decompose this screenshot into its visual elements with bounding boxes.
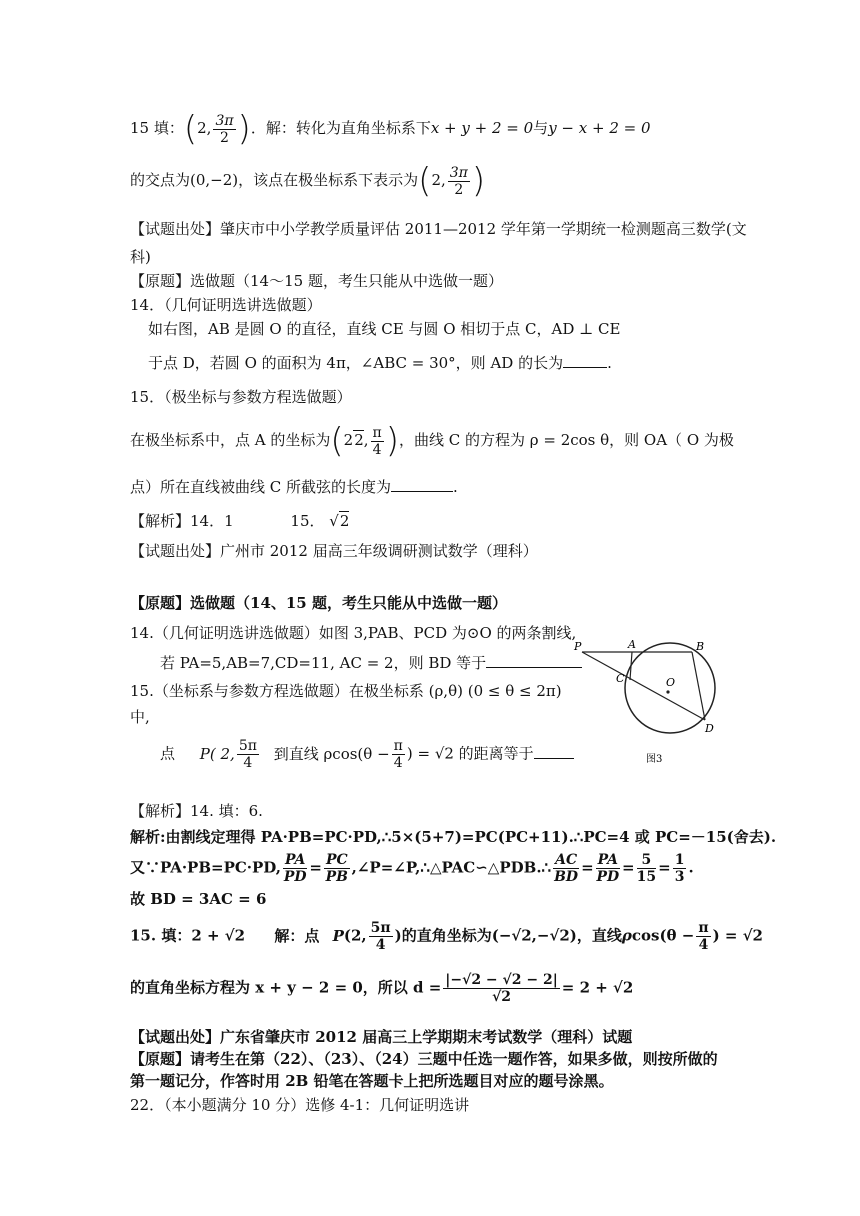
question-text: 14.（几何证明选讲选做题）如图 3,PAB、PCD 为⊙O 的两条割线, xyxy=(130,624,577,642)
original-question-heading: 【原题】选做题（14、15 题，考生只能从中选做一题） xyxy=(130,594,507,612)
text: 的直角坐标方程为 x + y − 2 = 0，所以 d = xyxy=(130,978,442,997)
text: 【解析】14．1 xyxy=(130,512,234,530)
question-text: 15.（坐标系与参数方程选做题）在极坐标系 (ρ,θ) (0 ≤ θ ≤ 2π) xyxy=(130,682,562,700)
answer-line: 的交点为(0,−2)，该点在极坐标系下表示为(2, $\frac{3\pi}{2}$ ) xyxy=(130,161,486,201)
text: ．解：转化为直角坐标系下 xyxy=(250,119,431,137)
question-title: 22．（本小题满分 10 分）选修 4-1：几何证明选讲 xyxy=(130,1096,470,1114)
fraction: $\frac{3\pi}{2}$ xyxy=(215,112,234,146)
secant-figure xyxy=(570,640,730,765)
text: 与 xyxy=(533,119,549,137)
question-title: 14．（几何证明选讲选做题） xyxy=(130,296,322,314)
text: ，曲线 C 的方程为 ρ = 2cos θ，则 OA（ O 为极 xyxy=(398,431,734,449)
answer-line: 15. 填：2 + √2 解：点 P(2, $\frac{5\pi}{4}$ )的直角坐标为(−√2,−√2)，直线ρcos(θ − $\frac{\pi}{4}$ ) = √2 xyxy=(130,920,763,953)
question-text: 于点 D，若圆 O 的面积为 4π，∠ABC = 30°，则 AD 的长为 . xyxy=(148,354,612,372)
answer-blank xyxy=(391,491,453,492)
question-text: 点 P( 2, $\frac{5\pi}{4}$ 到直线 ρcos(θ − $\frac{\pi}{4}$ ) = √2 的距离等于 xyxy=(160,738,574,771)
source-line: 【试题出处】肇庆市中小学教学质量评估 2011—2012 学年第一学期统一检测题高三数学(文 xyxy=(130,220,747,238)
original-question-heading: 【原题】选做题（14～15 题，考生只能从中选做一题） xyxy=(130,272,503,290)
text: 15． xyxy=(290,512,325,530)
answer-line: 【解析】14．1 15． √2 xyxy=(130,512,350,530)
text: 又∵PA·PB=PC·PD, xyxy=(130,858,281,877)
text: ) = √2 的距离等于 xyxy=(406,744,534,763)
source-line: 【试题出处】广东省肇庆市 2012 届高三上学期期末考试数学（理科）试题 xyxy=(130,1028,633,1046)
answer-line: 解析:由割线定理得 PA·PB=PC·PD,∴5×(5+7)=PC(PC+11).∴PC=4 或 PC=－15(舍去). xyxy=(130,828,777,846)
text: 到直线 ρcos(θ − xyxy=(273,744,390,763)
text: 若 PA=5,AB=7,CD=11, AC = 2，则 BD 等于 xyxy=(160,654,487,672)
answer-blank xyxy=(534,758,574,759)
text: 15 填： xyxy=(130,119,184,137)
label-d: D xyxy=(705,722,714,735)
text: 于点 D，若圆 O 的面积为 4π，∠ABC = 30°，则 AD 的长为 xyxy=(148,354,564,372)
text: P( 2, xyxy=(199,744,235,763)
text: 的交点为 xyxy=(130,171,191,189)
point: (0,−2) xyxy=(190,171,239,189)
answer-line: 故 BD = 3AC = 6 xyxy=(130,890,267,908)
label-a: A xyxy=(628,640,636,651)
text: 在极坐标系中，点 A 的坐标为 xyxy=(130,431,331,449)
original-question-heading: 【原题】请考生在第（22）、（23）、（24）三题中任选一题作答，如果多做，则按所做的 xyxy=(130,1050,718,1068)
question-text: 如右图，AB 是圆 O 的直径，直线 CE 与圆 O 相切于点 C，AD ⊥ CE xyxy=(148,320,621,338)
question-title: 15．（极坐标与参数方程选做题） xyxy=(130,388,352,406)
label-b: B xyxy=(696,640,705,653)
question-text: 在极坐标系中，点 A 的坐标为(22, $\frac{\pi}{4}$ )，曲线 C 的方程为 ρ = 2cos θ，则 OA（ O 为极 xyxy=(130,421,734,461)
label-o: O xyxy=(666,676,676,689)
text: = 2 + √2 xyxy=(561,978,634,997)
answer-blank xyxy=(486,667,582,668)
equation: y − x + 2 = 0 xyxy=(548,119,651,137)
text: 15. 填：2 + √2 xyxy=(130,926,246,945)
answer-line: 又∵PA·PB=PC·PD, $\frac{PA}{PD}$ = $\frac{PC}{PB}$ ,∠P=∠P,∴△PAC∽△PDB.∴ $\frac{AC}{BD}$ = $\frac{PA}{PD}$ = $\frac{5}{15}$ = $\frac{1}{3}$ . xyxy=(130,852,694,885)
question-text: 中, xyxy=(130,708,150,726)
label-p: P xyxy=(574,640,582,653)
question-text xyxy=(160,652,582,674)
answer-heading: 【解析】14. 填：6. xyxy=(130,802,263,820)
answer-blank xyxy=(563,367,607,368)
original-question-text: 第一题记分，作答时用 2B 铅笔在答题卡上把所选题目对应的题号涂黑。 xyxy=(130,1072,614,1090)
answer-line: 15 填：(2, $\frac{3\pi}{2}$ )．解：转化为直角坐标系下x + y + 2 = 0与y − x + 2 = 0 xyxy=(130,109,651,149)
source-line: 科) xyxy=(130,248,151,266)
text: 点 xyxy=(160,744,176,763)
figure-caption: 图3 xyxy=(646,754,663,765)
question-text: 点）所在直线被曲线 C 所截弦的长度为 . xyxy=(130,478,458,496)
text: 解：点 xyxy=(274,926,320,945)
text: ,∠P=∠P,∴△PAC∽△PDB.∴ xyxy=(351,858,552,877)
source-line: 【试题出处】广州市 2012 届高三年级调研测试数学（理科） xyxy=(130,542,538,560)
text: ，该点在极坐标系下表示为 xyxy=(238,171,419,189)
answer-line: 的直角坐标方程为 x + y − 2 = 0，所以 d = $\frac{|-√2 - √2 - 2|}{√2}$ = 2 + √2 xyxy=(130,972,634,1005)
equation: x + y + 2 = 0 xyxy=(430,119,534,137)
text: 的直角坐标为(−√2,−√2)，直线 xyxy=(401,926,622,945)
label-c: C xyxy=(616,672,625,685)
text: 点）所在直线被曲线 C 所截弦的长度为 xyxy=(130,478,392,496)
